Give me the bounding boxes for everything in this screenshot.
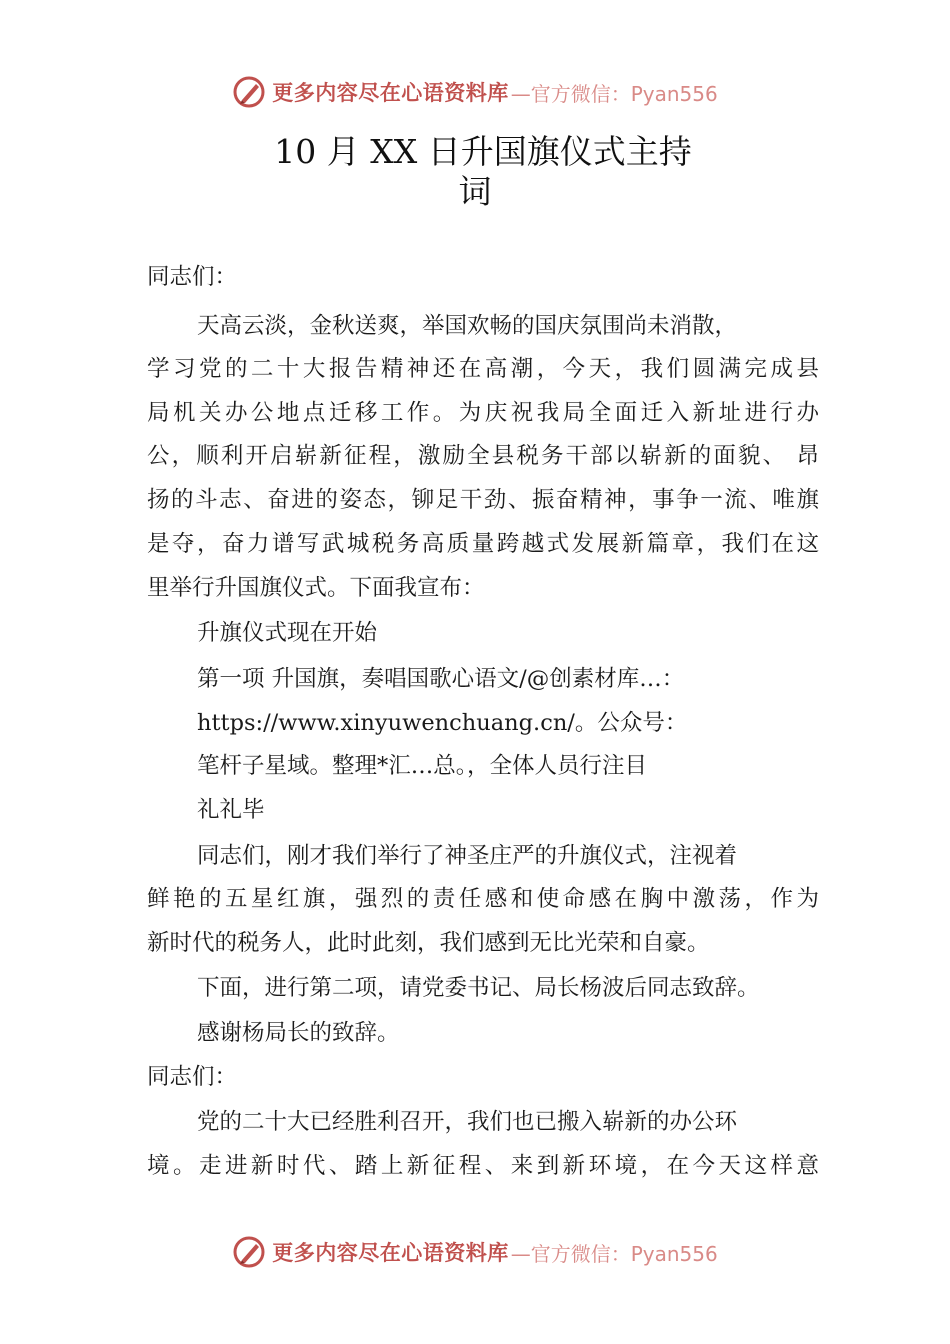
paragraph-line: 里举行升国旗仪式。下面我宣布： — [147, 575, 485, 601]
salutation: 同志们： — [147, 1064, 238, 1090]
paragraph-line: 局机关办公地点迁移工作。为庆祝我局全面迁入新址进行办 — [147, 400, 819, 426]
paragraph-line: 学习党的二十大报告精神还在高潮，今天，我们圆满完成县 — [147, 356, 819, 382]
paragraph-line: 升旗仪式现在开始 — [197, 620, 378, 646]
paragraph-line: 礼礼毕 — [197, 797, 265, 823]
document-title-line-1: 10 月 XX 日升国旗仪式主持 — [274, 132, 692, 171]
footer-banner — [0, 1230, 950, 1274]
banner-main-text: 更多内容尽在心语资料库 — [272, 1241, 509, 1265]
paragraph-line: 笔杆子星域。整理*汇…总。，全体人员行注目 — [197, 753, 648, 779]
pen-circle-logo-icon — [232, 1235, 266, 1269]
paragraph-line: 第一项 升国旗，奏唱国歌心语文/@创素材库…： — [197, 666, 685, 692]
header-banner — [0, 70, 950, 114]
paragraph-line: 党的二十大已经胜利召开，我们也已搬入崭新的办公环 — [197, 1109, 738, 1135]
paragraph-line: 下面，进行第二项，请党委书记、局长杨波后同志致辞。 — [197, 975, 760, 1001]
banner-wechat-text: —官方微信：Pyan556 — [510, 81, 718, 106]
paragraph-line: 感谢杨局长的致辞。 — [197, 1020, 400, 1046]
salutation: 同志们： — [147, 264, 238, 290]
banner-wechat-text: —官方微信：Pyan556 — [510, 1241, 718, 1266]
paragraph-line: https://www.xinyuwenchuang.cn/。公众号： — [197, 710, 688, 736]
paragraph-line: 扬的斗志、奋进的姿态，铆足干劲、振奋精神，事争一流、唯旗 — [147, 487, 819, 513]
document-title-line-2: 词 — [458, 172, 492, 211]
paragraph-line: 是夺，奋力谱写武城税务高质量跨越式发展新篇章，我们在这 — [147, 531, 819, 557]
paragraph-line: 公，顺利开启崭新征程，激励全县税务干部以崭新的面貌、 昂 — [147, 443, 819, 469]
paragraph-line: 新时代的税务人，此时此刻，我们感到无比光荣和自豪。 — [147, 930, 710, 956]
paragraph-line: 鲜艳的五星红旗，强烈的责任感和使命感在胸中激荡，作为 — [147, 886, 819, 912]
paragraph-line: 天高云淡，金秋送爽，举国欢畅的国庆氛围尚未消散， — [197, 313, 738, 339]
pen-circle-logo-icon — [232, 75, 266, 109]
paragraph-line: 境。走进新时代、踏上新征程、来到新环境，在今天这样意 — [147, 1153, 819, 1179]
paragraph-line: 同志们，刚才我们举行了神圣庄严的升旗仪式，注视着 — [197, 843, 738, 869]
banner-main-text: 更多内容尽在心语资料库 — [272, 81, 509, 105]
